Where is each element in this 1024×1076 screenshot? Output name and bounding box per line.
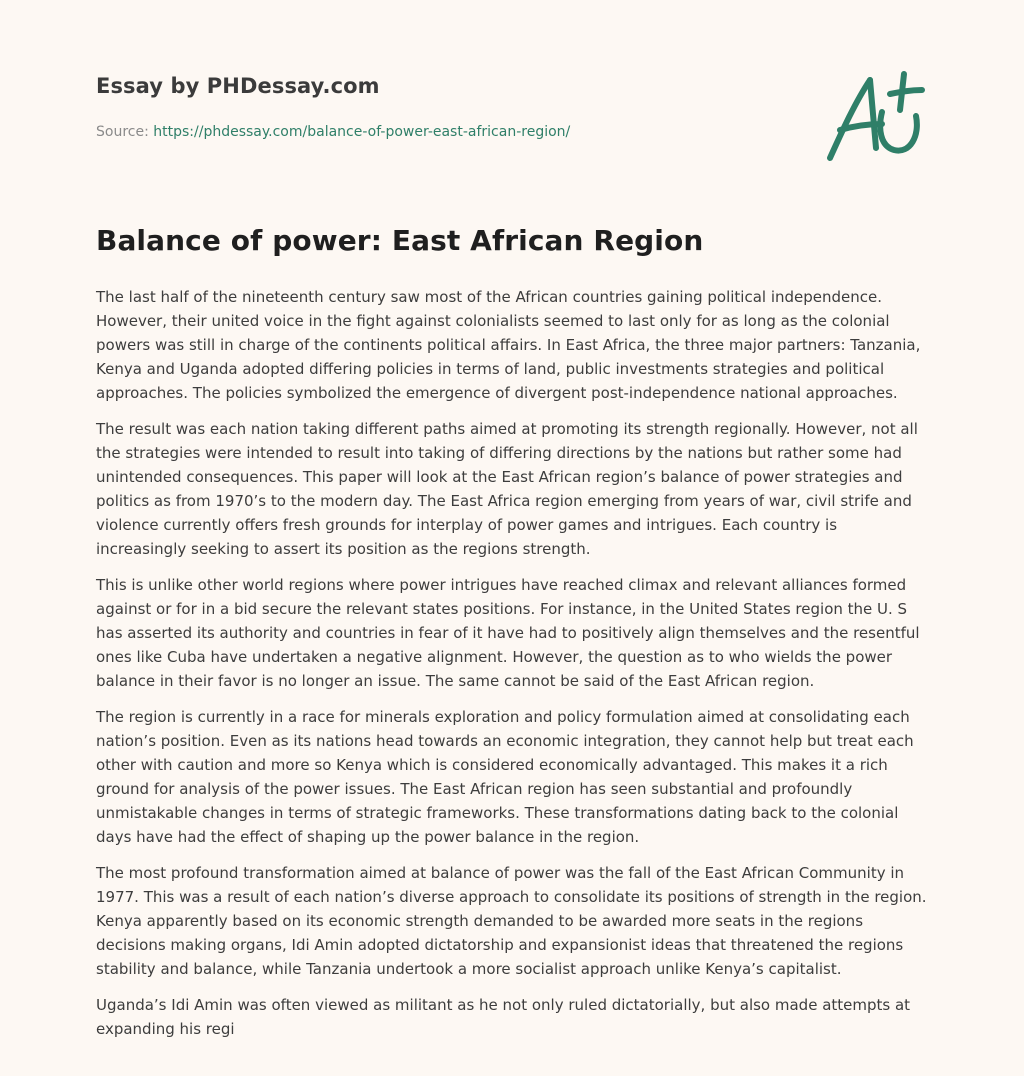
article-title: Balance of power: East African Region [96, 224, 704, 257]
article-paragraph: The result was each nation taking different paths aimed at promoting its strength regionally. However, not all the strategies were intended to result into taking of differing directions by the nations but rather some had unintended consequences. This paper will look at the East African region’s balance of power strategies and politics as from 1970’s to the modern day. The East Africa region emerging from years of war, civil strife and violence currently offers fresh grounds for interplay of power games and intrigues. Each country is increasingly seeking to assert its position as the regions strength. [96, 420, 918, 558]
article-body [96, 285, 932, 1053]
source-label: Source: [96, 124, 154, 140]
site-brand: Essay by PHDessay.com [96, 74, 380, 98]
source-link[interactable]: https://phdessay.com/balance-of-power-east-african-region/ [153, 124, 571, 140]
a-plus-logo-icon [818, 66, 928, 166]
article-paragraph: The region is currently in a race for minerals exploration and policy formulation aimed at consolidating each nation’s position. Even as its nations head towards an economic integration, they cannot help but treat each other with caution and more so Kenya which is considered economically advantaged. This makes it a rich ground for analysis of the power issues. The East African region has seen substantial and profoundly unmistakable changes in terms of strategic frameworks. These transformations dating back to the colonial days have had the effect of shaping up the power balance in the region. [96, 708, 914, 846]
article-paragraph: This is unlike other world regions where power intrigues have reached climax and relevant alliances formed against or for in a bid secure the relevant states positions. For instance, in the United States region the U. S has asserted its authority and countries in fear of it have had to positively align themselves and the resentful ones like Cuba have undertaken a negative alignment. However, the question as to who wields the power balance in their favor is no longer an issue. The same cannot be said of the East African region. [96, 576, 920, 690]
source-line [96, 124, 570, 140]
article-paragraph: The most profound transformation aimed at balance of power was the fall of the East African Community in 1977. This was a result of each nation’s diverse approach to consolidate its positions of strength in the region. Kenya apparently based on its economic strength demanded to be awarded more seats in the regions decisions making organs, Idi Amin adopted dictatorship and expansionist ideas that threatened the regions stability and balance, while Tanzania undertook a more socialist approach unlike Kenya’s capitalist. [96, 864, 927, 978]
article-paragraph: The last half of the nineteenth century saw most of the African countries gaining political independence. However, their united voice in the fight against colonialists seemed to last only for as long as the colonial powers was still in charge of the continents political affairs. In East Africa, the three major partners: Tanzania, Kenya and Uganda adopted differing policies in terms of land, public investments strategies and political approaches. The policies symbolized the emergence of divergent post-independence national approaches. [96, 288, 921, 402]
article-paragraph: Uganda’s Idi Amin was often viewed as militant as he not only ruled dictatorially, but also made attempts at expanding his regi [96, 996, 911, 1038]
